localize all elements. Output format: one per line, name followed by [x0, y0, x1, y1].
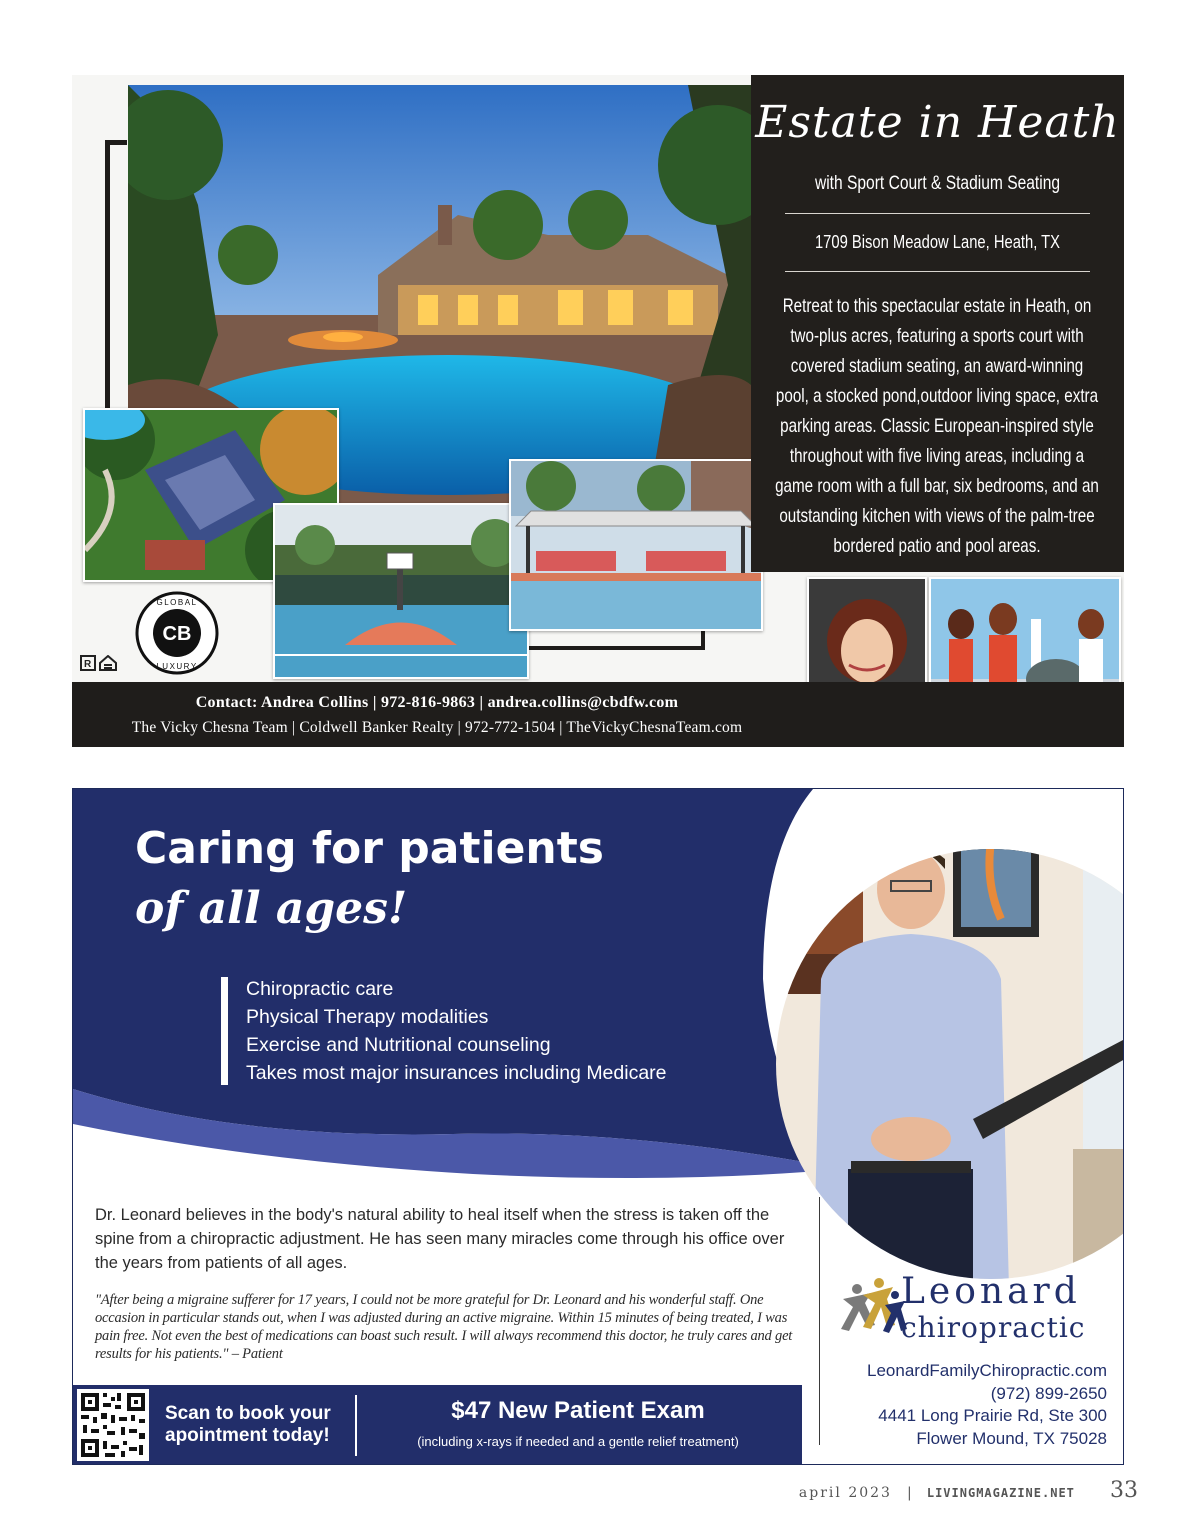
leonard-logo-word: Leonard [901, 1271, 1081, 1312]
estate-subtitle: with Sport Court & Stadium Seating [814, 173, 1061, 194]
chiro-phone[interactable]: (972) 899-2650 [990, 1383, 1107, 1403]
doctor-bio: Dr. Leonard believes in the body's natural ability to heal itself when the stress is taken off the spine from a chiropractic adjustment. He has seen many miracles come through his office over the years from patients of all ages. [95, 1206, 785, 1272]
qr-code[interactable] [77, 1389, 149, 1461]
patient-testimonial: "After being a migraine sufferer for 17 years, I could not be more grateful for Dr. Leonard and his wonderful staff. One occasion in particular stands out, when I was adjusted during an active migraine. Within 15 minutes of being treated, I was pain free. Not even the best of medications can boast such result. I will always recommend this doctor, he truly cares and get results for his patients." – Patient [95, 1292, 793, 1362]
chiro-headline-line1: Caring for patients [135, 823, 604, 874]
cta-divider [355, 1395, 357, 1456]
chiro-contact-block [867, 1360, 1107, 1450]
estate-ad [72, 75, 1124, 747]
panel-divider-1 [785, 213, 1090, 214]
chiropractic-logo-word: chiropractic [901, 1311, 1086, 1344]
chiro-website[interactable]: LeonardFamilyChiropractic.com [867, 1361, 1107, 1380]
stadium-seating-photo [509, 459, 763, 631]
estate-address: 1709 Bison Meadow Lane, Heath, TX [814, 232, 1061, 252]
panel-divider-2 [785, 271, 1090, 272]
services-list [246, 975, 667, 1087]
frame-line-bottom [527, 646, 705, 650]
cb-ring-bottom: LUXURY [156, 662, 198, 671]
footer-issue-date: april 2023 [798, 1485, 892, 1501]
scan-to-book-text [165, 1403, 331, 1447]
chiro-city: Flower Mound, TX 75028 [916, 1428, 1107, 1448]
service-item: Physical Therapy modalities [246, 1006, 489, 1028]
svg-text:R: R [84, 659, 92, 670]
sport-court-photo [273, 503, 529, 679]
service-item: Takes most major insurances including Medicare [246, 1062, 667, 1084]
estate-info-panel [751, 75, 1124, 572]
estate-contact-bar [72, 682, 1124, 747]
page-footer [799, 1478, 1138, 1503]
coldwell-banker-logo [134, 590, 220, 676]
chiro-street: 4441 Long Prairie Rd, Ste 300 [878, 1406, 1107, 1425]
cb-ring-top: GLOBAL [156, 598, 198, 607]
scan-line1: Scan to book your [165, 1403, 331, 1424]
footer-website[interactable]: LIVINGMAGAZINE.NET [926, 1486, 1075, 1500]
estate-title: Estate in Heath [755, 97, 1120, 148]
cta-bar [73, 1385, 802, 1465]
estate-contact-line1: Contact: Andrea Collins | 972-816-9863 | andrea.collins@cbdfw.com [195, 694, 679, 711]
new-patient-exam-note: (including x-rays if needed and a gentle relief treatment) [417, 1434, 739, 1449]
chiro-headline-line2: of all ages! [135, 883, 408, 934]
service-item: Chiropractic care [246, 978, 394, 1000]
chiropractic-ad [72, 788, 1124, 1465]
contact-divider [819, 1197, 820, 1445]
scan-line2: apointment today! [165, 1425, 330, 1446]
cb-initials: CB [162, 623, 192, 645]
estate-contact-line2: The Vicky Chesna Team | Coldwell Banker Realty | 972-772-1504 | TheVickyChesnaTeam.com [131, 719, 743, 736]
frame-line-left [105, 140, 110, 410]
service-item: Exercise and Nutritional counseling [246, 1034, 551, 1056]
new-patient-exam-offer: $47 New Patient Exam [451, 1397, 705, 1424]
page-number: 33 [1110, 1478, 1138, 1503]
equal-housing-icon [80, 655, 120, 674]
estate-description: Retreat to this spectacular estate in Heath, on two-plus acres, featuring a sports court with covered stadium seating, an award-winning pool, a stocked pond,outdoor living space, extra parking areas. Classic European-inspired style throughout with five living areas, including a game room with a full bar, six bedrooms, and an outstanding kitchen with views of the palm-tree bordered patio and pool areas. [775, 295, 1099, 557]
services-accent-bar [221, 977, 228, 1085]
footer-separator: | [907, 1485, 912, 1501]
frame-line-top [105, 140, 127, 145]
